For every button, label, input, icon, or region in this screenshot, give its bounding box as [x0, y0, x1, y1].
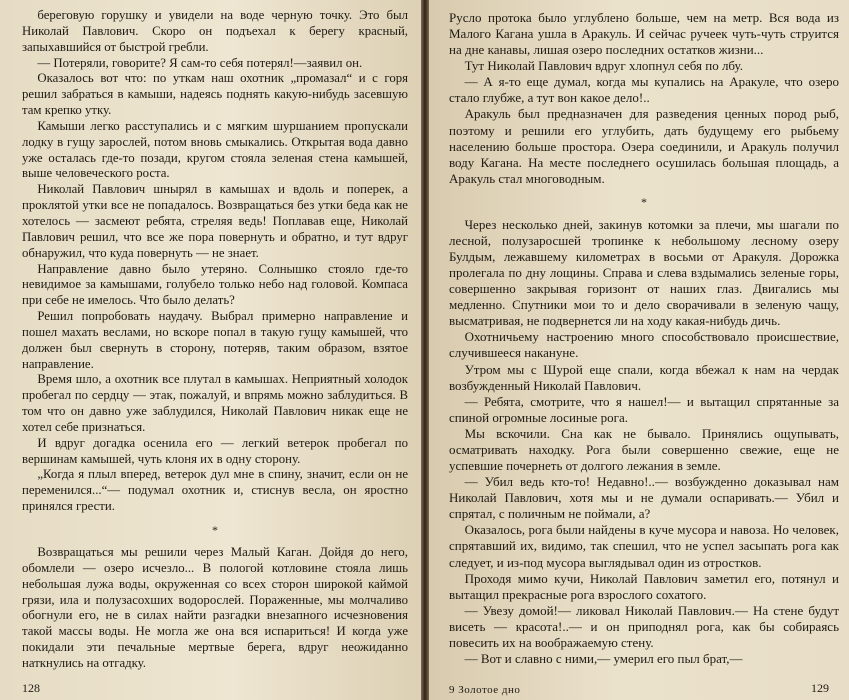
paragraph: Оказалось, рога были найдены в куче мусора и навоза. Но человек, спрятавший их, видимо, так спешил, что не успел засыпать рога как следует, и из-под мусора выглядывал один из отростков.	[449, 522, 839, 570]
paragraph: Направление давно было утеряно. Солнышко стояло где-то невидимое за камышами, голубело только небо над головой. Компаса при себе не имелось. Что было делать?	[22, 261, 408, 308]
paragraph: — Увезу домой!— ликовал Николай Павлович.— На стене будут висеть — красота!..— и он приподнял рога, как бы собираясь повесить их на воображаемую стену.	[449, 602, 839, 650]
paragraph: Камыши легко расступались и с мягким шуршанием пропускали лодку в гущу зарослей, потом вновь смыкались. Открытая вода давно уже осталась где-то позади, кругом стояла зеленая стена камышей, выше человеческого роста.	[22, 118, 408, 181]
paragraph: Проходя мимо кучи, Николай Павлович заметил его, потянул и вытащил прекрасные рога взрослого сохатого.	[449, 570, 839, 602]
paragraph: Через несколько дней, закинув котомки за плечи, мы шагали по лесной, полузаросшей тропинке к небольшому лесному озеру Булдым, лежавшему километрах в восьми от Аракуля. Дорожка пролегала по дну лощины. Справа и слева вздымались зеленые горы, совершенно закрывая горизонт от наших глаз. Двигались мы медленно. Спутники мои то и дело сворачивали в зеленую чащу, высматривая, не подвернется ли на ходу какая-нибудь дичь.	[449, 216, 839, 329]
paragraph: — А я-то еще думал, когда мы купались на Аракуле, что озеро стало глубже, а тут вон какое дело!..	[449, 74, 839, 106]
right-page	[429, 0, 849, 700]
left-page-text	[22, 8, 408, 672]
paragraph: Время шло, а охотник все плутал в камышах. Неприятный холодок пробегал по сердцу — этак, пожалуй, и впрямь можно заблудиться. В том что он давно уже заблудился, Николай Павлович никак еще не хотел себе признаться.	[22, 372, 408, 434]
paragraph: Николай Павлович шнырял в камышах и вдоль и поперек, а проклятой утки все не попадалось. Возвращаться без утки беда как не хотелось — засмеют ребята, стреляя ведь! Поплавав еще, Николай Павлович решил, что все же пора повернуть и обратно, и тут вдруг обнаружил, что куда повернуть — не знает.	[22, 182, 408, 260]
right-page-text	[449, 10, 839, 667]
paragraph: Мы вскочили. Сна как не бывало. Принялись ощупывать, осматривать находку. Рога были совершенно свежие, еще не успевшие почернеть от долгого лежания в земле.	[449, 425, 839, 474]
paragraph: Возвращаться мы решили через Малый Каган. Дойдя до него, обомлели — озеро исчезло... В пологой котловине стояла лишь небольшая лужа воды, окруженная со всех сторон широкой каймой грязи, ила и полузасохших водорослей. Пораженные, мы молчаливо обогнули его, не в силах найти разгадки внезапного исчезновения такой массы воды. Не могла же она вся испариться! И когда уже покидали эти печальные мертвые берега, вдруг неожиданно наткнулись на отгадку.	[22, 545, 408, 670]
paragraph: — Вот и славно с ними,— умерил его пыл брат,—	[464, 650, 743, 666]
paragraph: Утром мы с Шурой еще спали, когда вбежал к нам на чердак возбужденный Николай Павлович.	[449, 361, 839, 393]
section-separator: *	[641, 194, 647, 209]
paragraph: Решил попробовать наудачу. Выбрал примерно направление и пошел махать веслами, но вскоре попал в такую гущу камышей, что должен был свернуть в сторону, потеряв, таким образом, взятое направление.	[22, 309, 408, 371]
page-number-right: 129	[811, 681, 829, 695]
paragraph: Русло протока было углублено больше, чем на метр. Вся вода из Малого Кагана ушла в Аракуль. И сейчас ручеек чуть-чуть струится на дне канавы, лишая озеро последних остатков жизни...	[449, 10, 839, 58]
paragraph: — Ребята, смотрите, что я нашел!— и вытащил спрятанные за спиной огромные лосиные рога.	[449, 393, 839, 425]
paragraph: Аракуль был предназначен для разведения ценных пород рыб, поэтому и решили его углубить, дать будущему его рыбьему населению больше простора. Озера соединили, и Аракуль получил воду Кагана. На месте последнего осушилась большая площадь, а Аракуль стал многоводным.	[449, 106, 839, 186]
paragraph: — Убил ведь кто-то! Недавно!..— возбужденно доказывал нам Николай Павлович, хотя мы и не думали оспаривать.— Убил и спрятал, с поличным не поймали, а?	[449, 474, 839, 522]
paragraph: Тут Николай Павлович вдруг хлопнул себя по лбу.	[464, 58, 743, 74]
paragraph: — Потеряли, говорите? Я сам-то себя потерял!—заявил он.	[37, 55, 363, 70]
left-page	[0, 0, 421, 700]
book-gutter	[421, 0, 429, 700]
paragraph: Оказалось вот что: по уткам наш охотник „промазал“ и с горя решил забраться в камыши, надеясь поднять какую-нибудь засевшую там крепко утку.	[22, 71, 408, 118]
signature-mark: 9 Золотое дно	[449, 684, 521, 696]
paragraph: И вдруг догадка осенила его — легкий ветерок пробегал по вершинам камышей, чуть клоня их в одну сторону.	[22, 435, 408, 466]
section-separator: *	[212, 523, 218, 537]
paragraph: береговую горушку и увидели на воде черную точку. Это был Николай Павлович. Скоро он подъехал к берегу красный, запыхавшийся от быстрой гребли.	[22, 8, 408, 54]
page-number-left: 128	[22, 681, 40, 695]
paragraph: „Когда я плыл вперед, ветерок дул мне в спину, значит, если он не переменился...“— подумал охотник и, стиснув весла, он яростно принялся грести.	[22, 467, 408, 514]
paragraph: Охотничьему настроению много способствовало происшествие, случившееся накануне.	[449, 329, 839, 361]
